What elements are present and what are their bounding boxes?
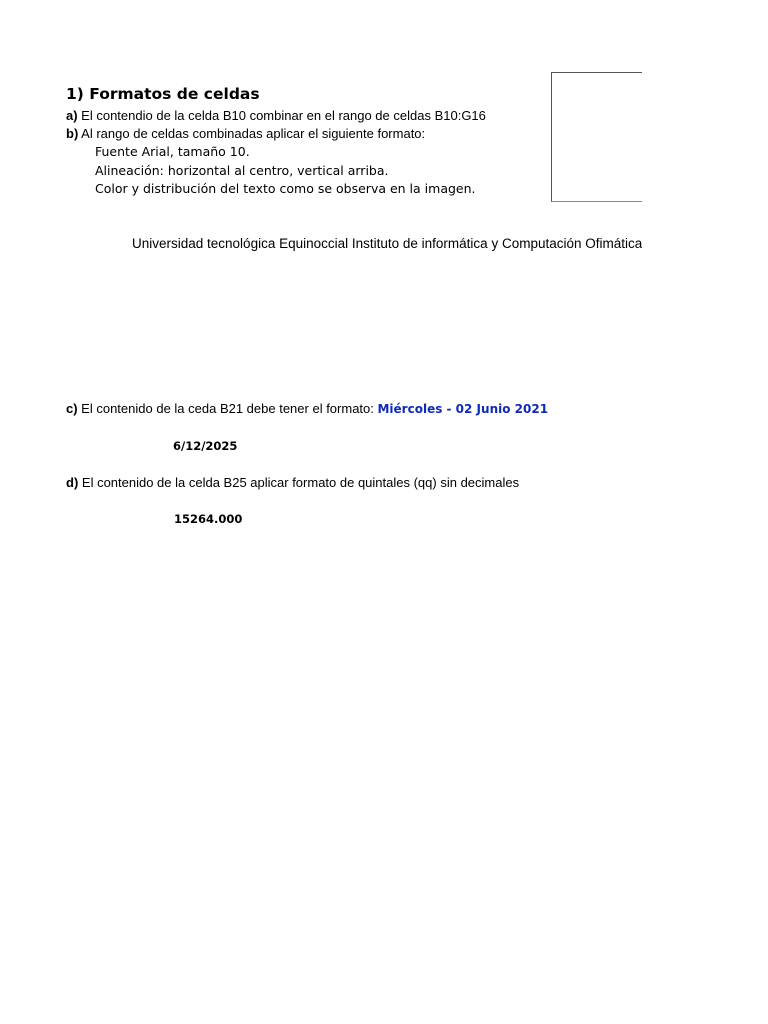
format-detail-alignment: Alineación: horizontal al centro, vertical arriba. xyxy=(95,163,389,178)
merged-cell-text: Universidad tecnológica Equinoccial Instituto de informática y Computación Ofimática xyxy=(132,236,642,251)
instruction-b-text: Al rango de celdas combinadas aplicar el siguiente formato: xyxy=(78,126,426,141)
instruction-b-marker: b) xyxy=(66,126,79,141)
instruction-a-text: El contendio de la celda B10 combinar en el rango de celdas B10:G16 xyxy=(77,108,486,123)
instruction-b xyxy=(66,126,425,141)
instruction-a-marker: a) xyxy=(66,108,78,123)
instruction-c-marker: c) xyxy=(66,401,78,416)
merged-cell-b10-g16[interactable] xyxy=(0,236,642,251)
reference-image-frame xyxy=(551,72,642,202)
format-detail-font: Fuente Arial, tamaño 10. xyxy=(95,144,250,159)
instruction-c xyxy=(66,401,548,416)
format-detail-color: Color y distribución del texto como se observa en la imagen. xyxy=(95,181,476,196)
date-format-example: Miércoles - 02 Junio 2021 xyxy=(377,402,549,416)
instruction-d xyxy=(66,475,519,490)
cell-b21-value[interactable]: 6/12/2025 xyxy=(173,439,238,453)
instruction-d-marker: d) xyxy=(66,475,79,490)
instruction-a xyxy=(66,108,486,123)
cell-b25-value[interactable]: 15264.000 xyxy=(174,512,243,526)
exercise-title: 1) Formatos de celdas xyxy=(66,85,260,103)
instruction-c-text: El contenido de la ceda B21 debe tener el formato: xyxy=(77,401,378,416)
instruction-d-text: El contenido de la celda B25 aplicar formato de quintales (qq) sin decimales xyxy=(78,475,520,490)
